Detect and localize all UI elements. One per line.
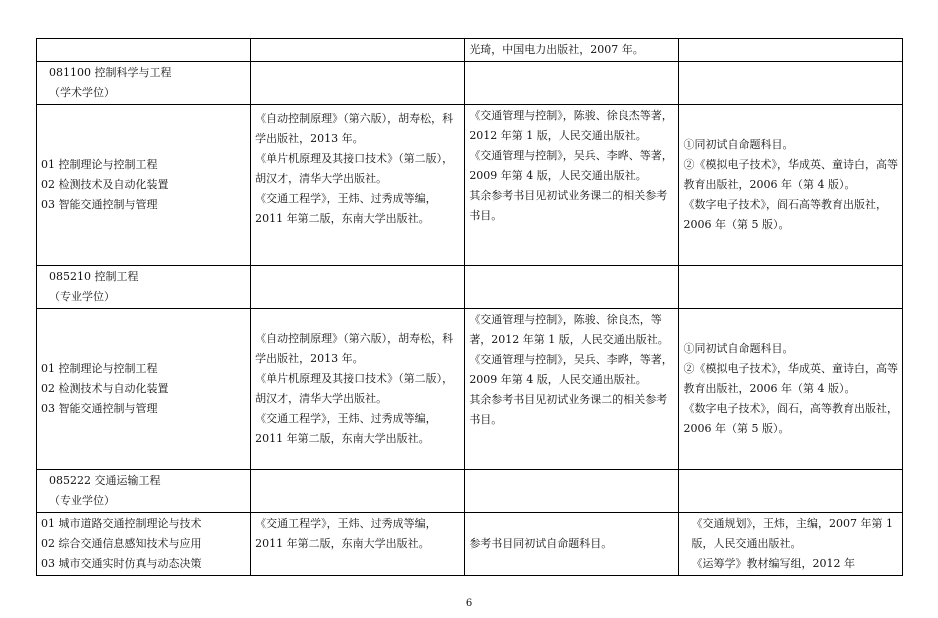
cell-exam-books (251, 309, 465, 470)
cell-retest-books (465, 62, 679, 105)
cell-extra-books (679, 266, 903, 309)
degree-type: （专业学位） (49, 290, 115, 303)
book-entry: 《交通工程学》，王炜、过秀成等编，2011 年第二版，东南大学出版社。 (255, 517, 437, 550)
book-entry: 参考书目同初试自命题科目。 (469, 537, 613, 550)
book-entry: 《数字电子技术》，阎石，高等教育出版社，2006 年（第 5 版）。 (683, 402, 898, 435)
book-entry: 《运筹学》教材编写组，2012 年 (691, 557, 855, 570)
cell-extra-books (679, 62, 903, 105)
book-entry: 《交通管理与控制》，陈骏、徐良杰，等著，2012 年第 1 版，人民交通出版社。 (469, 313, 669, 346)
cell-exam-books (251, 470, 465, 513)
research-direction: 03 智能交通控制与管理 (41, 402, 158, 415)
cell-exam-books (251, 266, 465, 309)
book-entry: 《单片机原理及其接口技术》（第二版），胡汉才，清华大学出版社。 (255, 152, 454, 185)
page-number: 6 (465, 598, 473, 609)
cell-major (37, 105, 251, 266)
cell-major (37, 62, 251, 105)
cell-extra-books (679, 39, 903, 62)
degree-type: （学术学位） (49, 86, 115, 99)
cell-extra-books (679, 470, 903, 513)
reference-books-table (36, 38, 903, 576)
cell-extra-books (679, 105, 903, 266)
book-entry: ①同初试自命题科目。 (683, 342, 794, 355)
table-row (37, 105, 903, 266)
cell-major (37, 513, 251, 576)
table-row (37, 39, 903, 62)
cell-retest-books (465, 470, 679, 513)
book-entry: 《自动控制原理》（第六版），胡寿松，科学出版社，2013 年。 (255, 112, 454, 145)
cell-retest-books (465, 513, 679, 576)
cell-exam-books (251, 513, 465, 576)
book-entry: 其余参考书目见初试业务课二的相关参考书目。 (469, 393, 668, 426)
cell-retest-books (465, 266, 679, 309)
cell-retest-books: 光琦，中国电力出版社，2007 年。 (465, 39, 679, 62)
table-row (37, 470, 903, 513)
table-row (37, 309, 903, 470)
cell-exam-books (251, 105, 465, 266)
research-direction: 01 控制理论与控制工程 (41, 362, 158, 375)
book-entry: 《单片机原理及其接口技术》（第二版），胡汉才，清华大学出版社。 (255, 372, 454, 405)
book-entry: 《自动控制原理》（第六版），胡寿松，科学出版社，2013 年。 (255, 332, 454, 365)
cell-major (37, 470, 251, 513)
book-entry: 《数字电子技术》，阎石高等教育出版社，2006 年（第 5 版）。 (683, 198, 887, 231)
book-entry: 《交通管理与控制》，吴兵、李晔、等著，2009 年第 4 版，人民交通出版社。 (469, 149, 673, 182)
cell-extra-books (679, 513, 903, 576)
research-direction: 02 综合交通信息感知技术与应用 (41, 537, 202, 550)
book-entry: 《交通管理与控制》，陈骏、徐良杰等著，2012 年第 1 版，人民交通出版社。 (469, 109, 673, 142)
table-row (37, 62, 903, 105)
book-entry: 其余参考书目见初试业务课二的相关参考书目。 (469, 189, 668, 222)
cell-retest-books (465, 309, 679, 470)
research-direction: 02 检测技术及自动化装置 (41, 178, 169, 191)
book-entry: 《交通规划》，王炜，主编，2007 年第 1 版，人民交通出版社。 (691, 517, 893, 550)
cell-major (37, 39, 251, 62)
major-code: 085210 控制工程 (49, 270, 139, 283)
cell-major (37, 309, 251, 470)
table-row (37, 266, 903, 309)
major-code: 081100 控制科学与工程 (49, 66, 172, 79)
book-entry: ②《模拟电子技术》，华成英、童诗白，高等教育出版社，2006 年（第 4 版）。 (683, 158, 898, 191)
degree-type: （专业学位） (49, 494, 115, 507)
research-direction: 03 智能交通控制与管理 (41, 198, 158, 211)
book-entry: ①同初试自命题科目。 (683, 138, 794, 151)
cell-retest-books (465, 105, 679, 266)
research-direction: 01 控制理论与控制工程 (41, 158, 158, 171)
cell-exam-books (251, 62, 465, 105)
table-row (37, 513, 903, 576)
cell-exam-books (251, 39, 465, 62)
book-entry: 《交通工程学》，王炜、过秀成等编，2011 年第二版，东南大学出版社。 (255, 192, 437, 225)
book-entry: 《交通工程学》，王炜、过秀成等编，2011 年第二版，东南大学出版社。 (255, 412, 437, 445)
research-direction: 01 城市道路交通控制理论与技术 (41, 517, 202, 530)
book-entry: ②《模拟电子技术》，华成英、童诗白，高等教育出版社，2006 年（第 4 版）。 (683, 362, 898, 395)
major-code: 085222 交通运输工程 (49, 474, 161, 487)
research-direction: 02 检测技术与自动化装置 (41, 382, 169, 395)
cell-major (37, 266, 251, 309)
book-entry: 《交通管理与控制》，吴兵、李晔，等著，2009 年第 4 版，人民交通出版社。 (469, 353, 673, 386)
research-direction: 03 城市交通实时仿真与动态决策 (41, 557, 202, 570)
cell-extra-books (679, 309, 903, 470)
